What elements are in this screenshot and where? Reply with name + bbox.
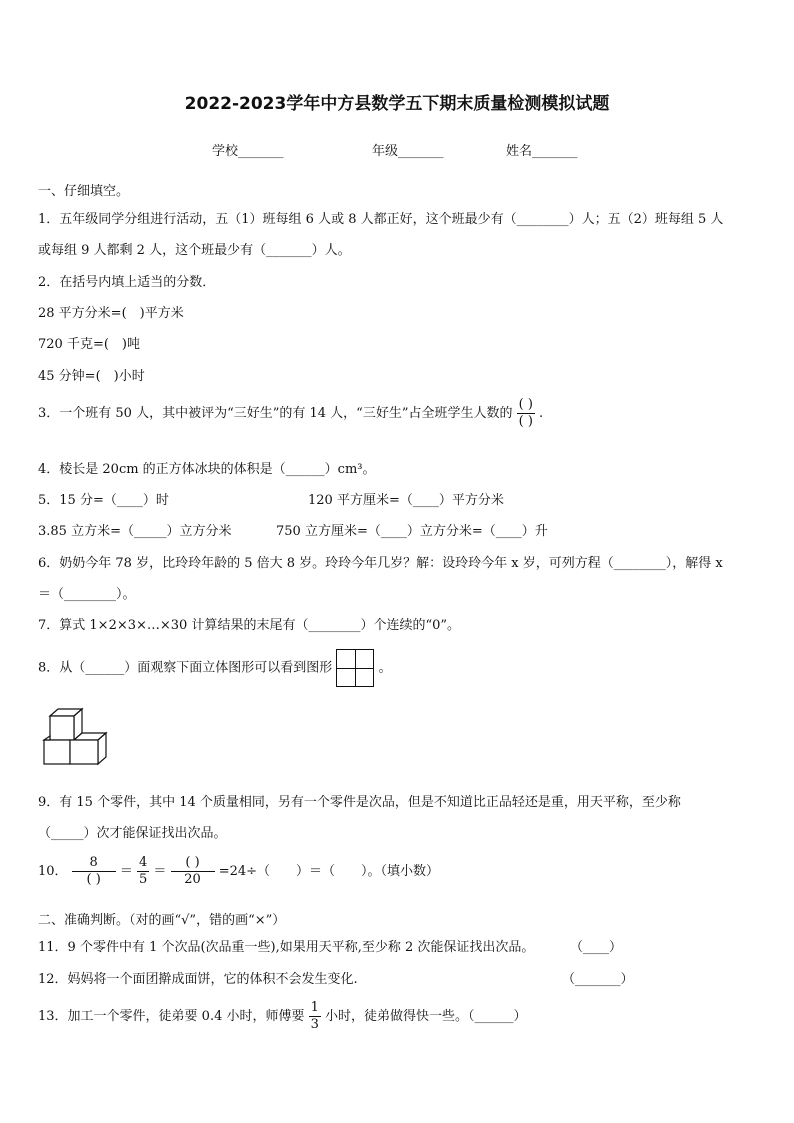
square-grid-figure [336,649,374,687]
page-title: 2022-2023学年中方县数学五下期末质量检测模拟试题 [184,94,610,114]
question-2-stem: 2．在括号内填上适当的分数． [38,275,216,290]
fraction-numerator: 8 [72,855,116,872]
question-8-text: 8．从（______）面观察下面立体图形可以看到图形 [38,660,333,676]
question-3-fraction [517,397,535,430]
question-10-fraction-3 [171,855,215,888]
fraction-numerator: ( ) [518,397,533,412]
question-10-fraction-1 [72,855,116,888]
question-13-fraction [309,1000,321,1033]
question-2-item-a: 28 平方分米=( )平方米 [38,306,184,321]
question-2-item-c: 45 分钟=( )小时 [38,369,145,384]
fraction-denominator: ( ) [86,872,101,887]
grade-field[interactable]: 年级_______ [372,144,444,159]
question-5-c: 3.85 立方米=（_____）立方分米 [38,524,232,539]
question-12-text: 12．妈妈将一个面团擀成面饼，它的体积不会发生变化. [38,972,358,987]
question-8 [38,649,392,687]
question-10-tail: =24÷（ ）＝（ ）。（填小数） [218,864,440,879]
fraction-denominator: 5 [138,872,148,887]
question-6-line-1: 6．奶奶今年 78 岁，比玲玲年龄的 5 倍大 8 岁。玲玲今年几岁？解：设玲玲今年 x 岁，可列方程（________），解得 x [38,556,723,571]
fraction-denominator: 3 [310,1017,319,1032]
section-2-heading: 二、准确判断。（对的画“√”，错的画“×”） [38,913,286,928]
fraction-denominator: 20 [184,872,201,887]
fraction-numerator: ( ) [171,855,215,872]
question-1-line-1: 1．五年级同学分组进行活动，五（1）班每组 6 人或 8 人都正好，这个班最少有（________）人；五（2）班每组 5 人 [38,212,724,227]
question-6-line-2: ＝（________）。 [38,587,136,602]
equals-sign: ＝ [153,864,167,879]
question-13 [38,1000,527,1033]
question-11-text: 11．9 个零件中有 1 个次品(次品重一些),如果用天平称,至少称 2 次能保证找出次品。 [38,940,535,955]
question-2-item-b: 720 千克=( )吨 [38,337,140,352]
question-1-line-2: 或每组 9 人都剩 2 人，这个班最少有（_______）人。 [38,243,351,258]
question-4: 4．棱长是 20cm 的正方体冰块的体积是（______）cm³。 [38,462,376,477]
question-8-tail: 。 [378,660,392,676]
fraction-denominator: ( ) [518,414,533,429]
question-10-fraction-2 [137,855,149,888]
question-5-b: 120 平方厘米=（____）平方分米 [308,493,504,508]
fraction-numerator: 4 [138,855,148,870]
question-3-tail: . [539,406,544,421]
question-11-blank[interactable]: （____） [570,940,623,955]
question-5-d: 750 立方厘米=（____）立方分米=（____）升 [276,524,548,539]
question-10-label: 10． [38,864,68,879]
cube-stack-figure [42,706,112,774]
question-10 [38,855,439,888]
equals-sign: ＝ [119,864,133,879]
question-9-line-1: 9．有 15 个零件，其中 14 个质量相同，另有一个零件是次品，但是不知道比正品轻还是重，用天平称，至少称 [38,795,681,810]
question-3 [38,397,543,430]
question-5-a: 5．15 分=（____）时 [38,493,169,508]
section-1-heading: 一、仔细填空。 [38,184,130,199]
question-13-text: 13．加工一个零件，徒弟要 0.4 小时，师傅要 [38,1009,305,1024]
question-12-blank[interactable]: （_______） [562,972,634,987]
question-3-text: 3．一个班有 50 人，其中被评为“三好生”的有 14 人，“三好生”占全班学生人数的 [38,406,513,421]
question-7: 7．算式 1×2×3×…×30 计算结果的末尾有（________）个连续的“0”。 [38,618,461,633]
question-13-tail: 小时，徒弟做得快一些。（______） [325,1009,527,1024]
fraction-numerator: 1 [310,1000,319,1015]
school-field[interactable]: 学校_______ [212,144,284,159]
question-9-line-2: （_____）次才能保证找出次品。 [38,826,227,841]
name-field[interactable]: 姓名_______ [506,144,578,159]
